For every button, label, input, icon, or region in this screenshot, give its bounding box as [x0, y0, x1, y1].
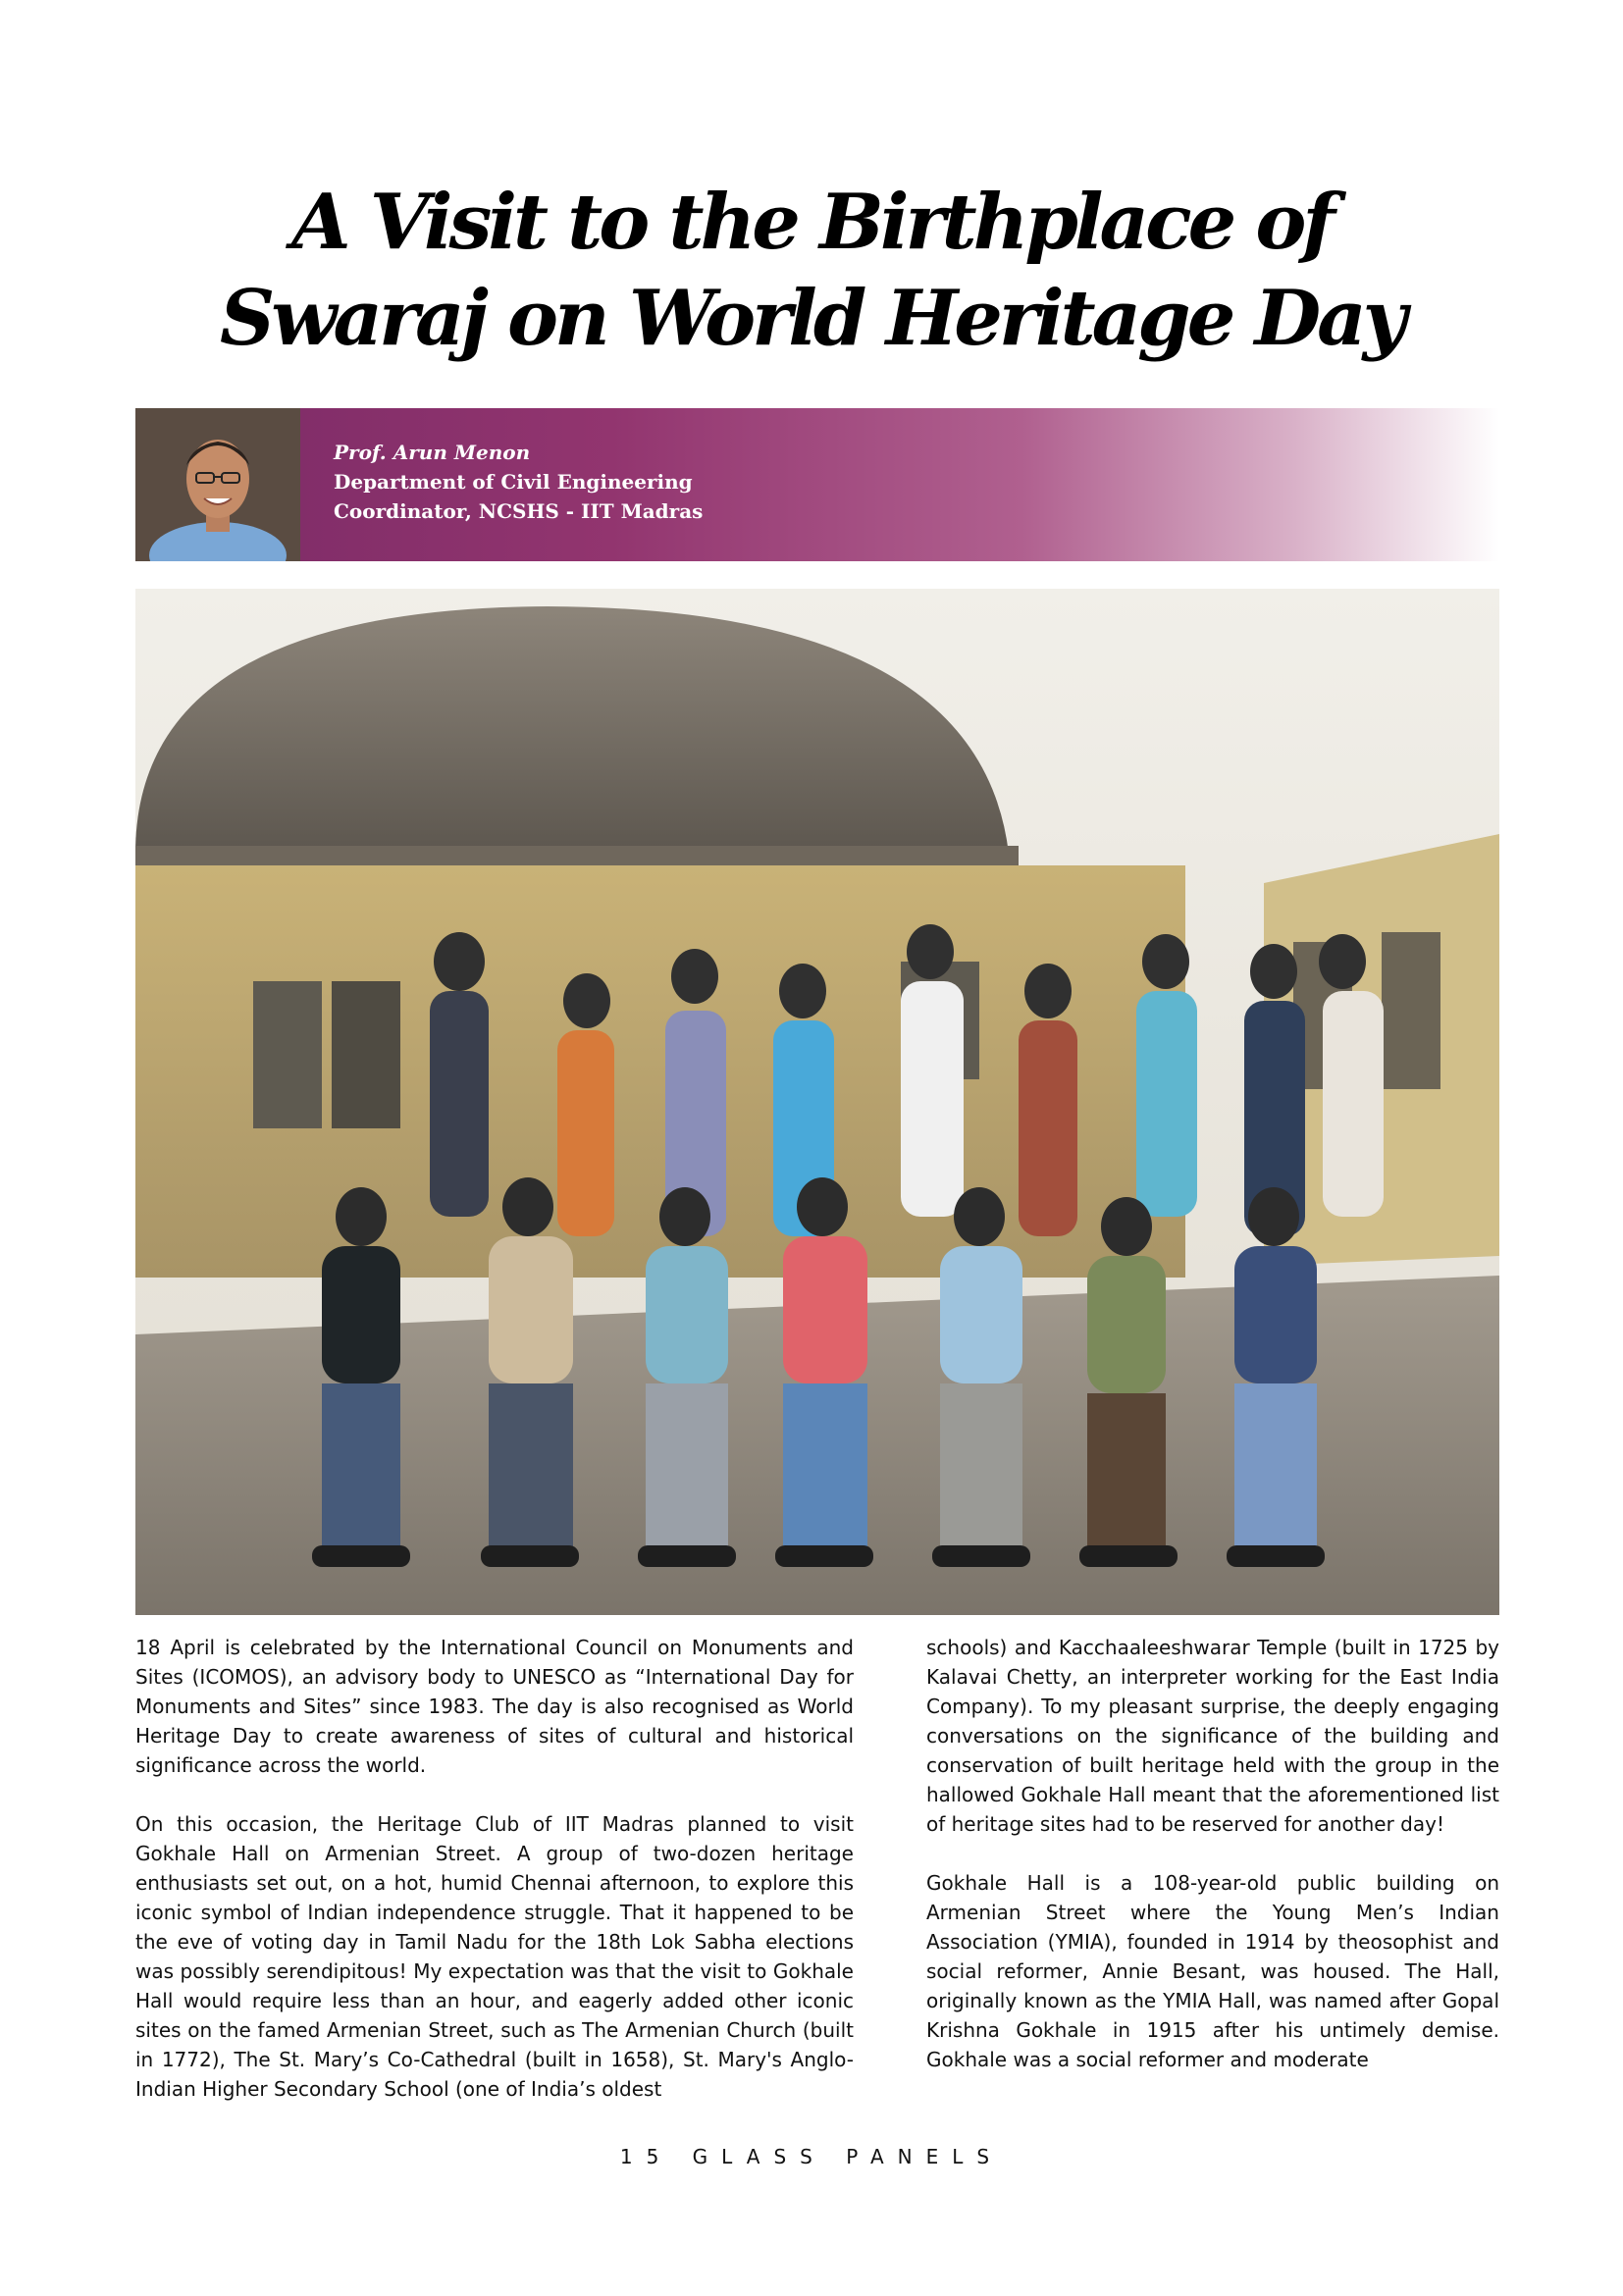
page-footer: 15 GLASS PANELS — [619, 2145, 1004, 2168]
title-line-1: A Visit to the Birthplace of — [291, 178, 1332, 267]
author-info — [334, 438, 703, 526]
paragraph: 18 April is celebrated by the International Council on Monuments and Sites (ICOMOS), an advisory body to UNESCO as “International Day for Monuments and Sites” since 1983. The day is also recognised as World Heritage Day to create awareness of sites of cultural and historical significance across the world. — [135, 1636, 854, 1777]
body-column-right — [926, 1633, 1499, 2104]
article-title — [98, 175, 1525, 367]
author-portrait — [135, 408, 300, 561]
group-photo-illustration — [135, 589, 1499, 1615]
title-line-2: Swaraj on World Heritage Day — [219, 274, 1404, 363]
paragraph: On this occasion, the Heritage Club of IIT Madras planned to visit Gokhale Hall on Armenian Street. A group of two-dozen heritage enthusiasts set out, on a hot, humid Chennai afternoon, to explore this iconic symbol of Indian independence struggle. That it happened to be the eve of voting day in Tamil Nadu for the 18th Lok Sabha elections was possibly serendipitous! My expectation was that the visit to Gokhale Hall would require less than an hour, and eagerly added other iconic sites on the famed Armenian Street, such as The Armenian Church (built in 1772), The St. Mary’s Co-Cathedral (built in 1658), St. Mary's Anglo-Indian Higher Secondary School (one of India’s oldest — [135, 1812, 854, 2101]
body-column-left — [135, 1633, 854, 2133]
author-name: Prof. Arun Menon — [334, 441, 531, 464]
author-role: Coordinator, NCSHS - IIT Madras — [334, 499, 704, 523]
paragraph: Gokhale Hall is a 108-year-old public building on Armenian Street where the Young Men’s Indian Association (YMIA), founded in 1914 by theosophist and social reformer, Annie Besant, was housed. The Hall, originally known as the YMIA Hall, was named after Gopal Krishna Gokhale in 1915 after his untimely demise. Gokhale was a social reformer and moderate — [926, 1871, 1499, 2071]
author-department: Department of Civil Engineering — [334, 470, 693, 494]
portrait-illustration — [135, 408, 300, 561]
author-band — [135, 408, 1499, 561]
paragraph: schools) and Kacchaaleeshwarar Temple (built in 1725 by Kalavai Chetty, an interpreter working for the East India Company). To my pleasant surprise, the deeply engaging conversations on the significance of the building and conservation of built heritage held with the group in the hallowed Gokhale Hall meant that the aforementioned list of heritage sites had to be reserved for another day! — [926, 1636, 1499, 1836]
group-photo — [135, 589, 1499, 1615]
